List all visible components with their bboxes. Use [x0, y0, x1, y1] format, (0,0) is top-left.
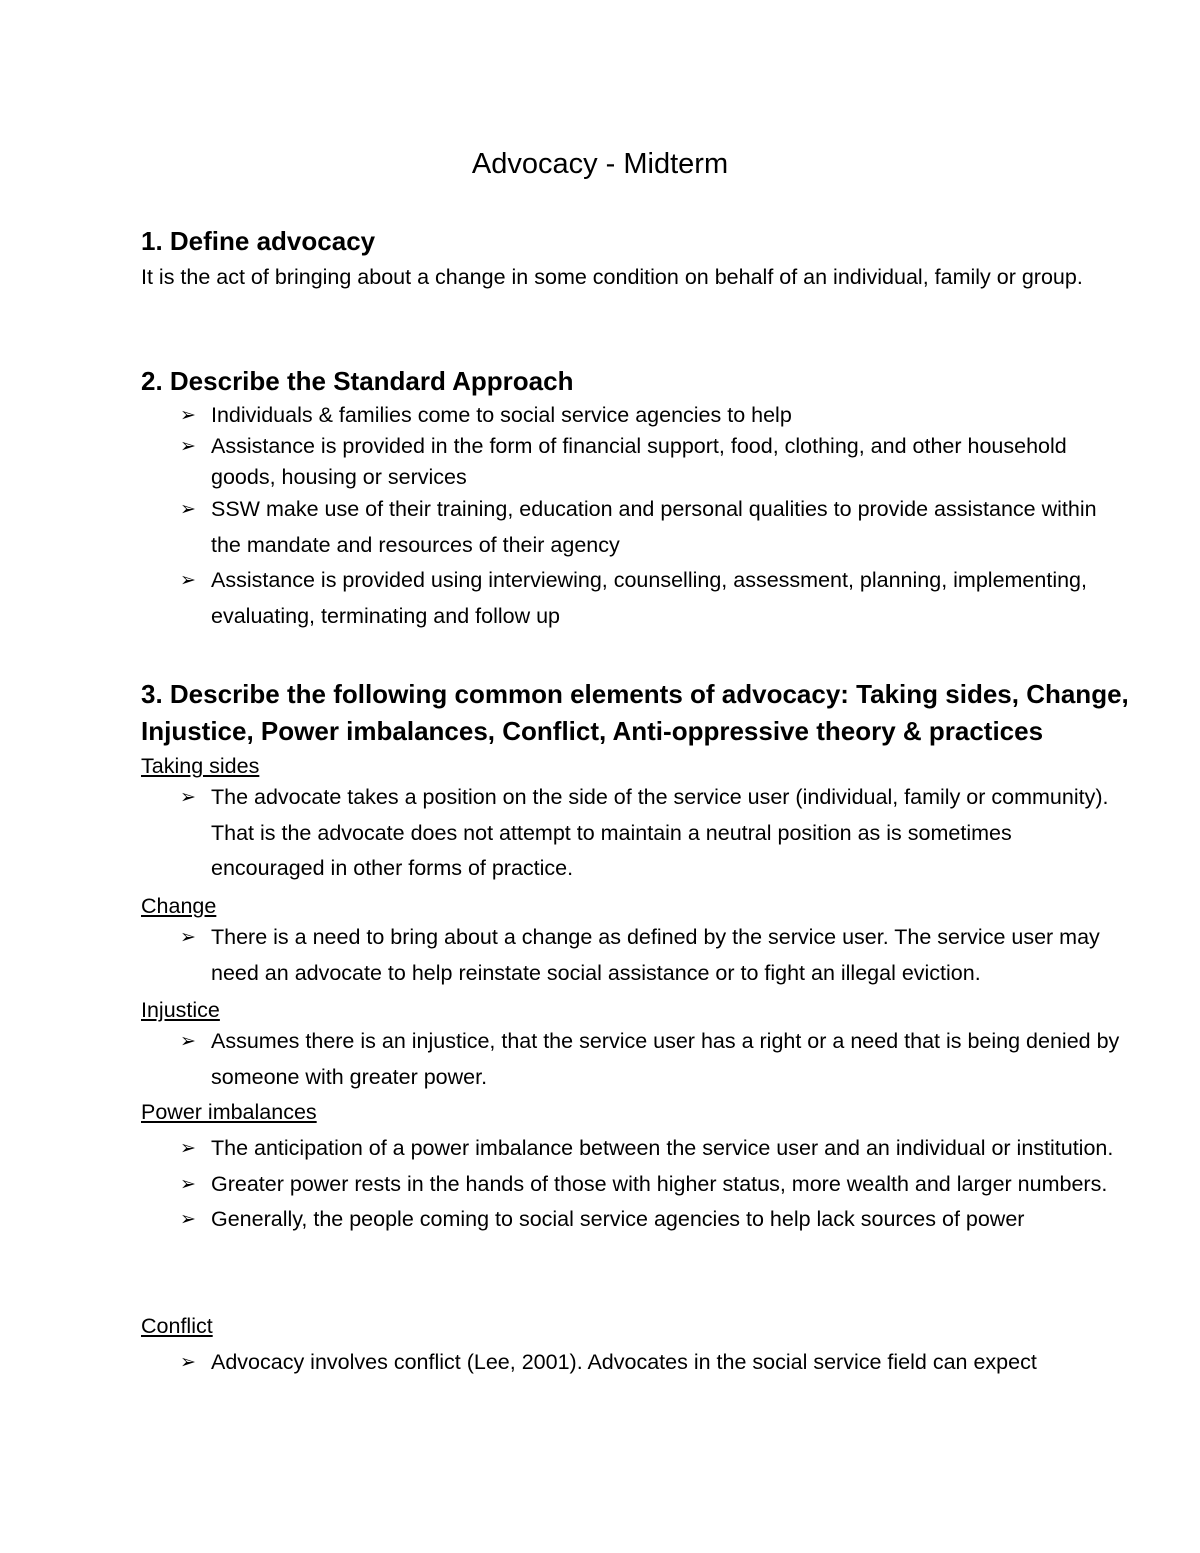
q2-bullet-list	[0, 400, 1200, 493]
q1-answer: It is the act of bringing about a change in some condition on behalf of an individual, family or group.	[141, 265, 1083, 289]
arrowhead-bullet-icon: ➢	[180, 436, 196, 457]
list-item	[0, 780, 1131, 887]
q1-heading: 1. Define advocacy	[141, 226, 376, 256]
list-item-text: Greater power rests in the hands of those with higher status, more wealth and larger numbers.	[211, 1171, 1108, 1196]
section-title-change: Change	[141, 894, 217, 918]
list-item	[0, 400, 1131, 431]
list-item-text: The anticipation of a power imbalance between the service user and an individual or institution.	[211, 1136, 1114, 1160]
document-title: Advocacy - Midterm	[471, 148, 729, 180]
arrowhead-bullet-icon: ➢	[180, 405, 196, 426]
section-title-conflict: Conflict	[141, 1314, 213, 1338]
list-item	[0, 431, 1131, 493]
list-item-text: Assumes there is an injustice, that the service user has a right or a need that is being denied by someone with greater power.	[211, 1029, 1120, 1089]
arrowhead-bullet-icon: ➢	[180, 1138, 196, 1159]
list-item	[0, 920, 1131, 991]
list-item	[0, 1202, 1131, 1238]
arrowhead-bullet-icon: ➢	[180, 1031, 196, 1052]
list-item-text: SSW make use of their training, education and personal qualities to provide assistance within the mandate and resources of their agency	[211, 497, 1097, 557]
section-title-taking-sides: Taking sides	[141, 754, 260, 778]
list-item	[0, 1131, 1131, 1167]
list-item-text: The advocate takes a position on the side of the service user (individual, family or community). That is the advocate does not attempt to maintain a neutral position as is sometimes encouraged in other forms of practice.	[211, 785, 1109, 880]
arrowhead-bullet-icon: ➢	[180, 499, 196, 520]
power-imbalances-list	[0, 1131, 1200, 1238]
list-item-text: Individuals & families come to social service agencies to help	[211, 403, 792, 427]
list-item-text: There is a need to bring about a change as defined by the service user. The service user may need an advocate to help reinstate social assistance or to fight an illegal eviction.	[211, 925, 1100, 985]
arrowhead-bullet-icon: ➢	[180, 787, 196, 808]
change-list	[0, 920, 1200, 991]
arrowhead-bullet-icon: ➢	[180, 1173, 196, 1195]
q2-heading: 2. Describe the Standard Approach	[141, 366, 574, 396]
injustice-list	[0, 1024, 1200, 1095]
arrowhead-bullet-icon: ➢	[180, 927, 196, 948]
list-item	[0, 563, 1131, 634]
list-item-text: Generally, the people coming to social service agencies to help lack sources of power	[211, 1207, 1025, 1231]
arrowhead-bullet-icon: ➢	[180, 570, 196, 591]
list-item	[0, 1167, 1131, 1203]
taking-sides-list	[0, 780, 1200, 887]
arrowhead-bullet-icon: ➢	[180, 1209, 196, 1230]
section-title-injustice: Injustice	[141, 998, 220, 1022]
q3-heading: 3. Describe the following common elements of advocacy: Taking sides, Change, Injustice, Power imbalances, Conflict, Anti-oppressive theory & practices	[141, 679, 1129, 746]
list-item-text: Assistance is provided using interviewing, counselling, assessment, planning, implementing, evaluating, terminating and follow up	[211, 568, 1087, 628]
section-title-power-imbalances: Power imbalances	[141, 1100, 317, 1124]
conflict-list	[0, 1345, 1200, 1381]
list-item	[0, 1024, 1131, 1095]
list-item	[0, 492, 1131, 563]
q2-bullet-list-cont	[0, 492, 1200, 634]
list-item	[0, 1345, 1131, 1381]
arrowhead-bullet-icon: ➢	[180, 1352, 196, 1373]
list-item-text: Advocacy involves conflict (Lee, 2001). Advocates in the social service field can expect	[211, 1350, 1037, 1374]
list-item-text: Assistance is provided in the form of financial support, food, clothing, and other household goods, housing or services	[211, 434, 1067, 489]
